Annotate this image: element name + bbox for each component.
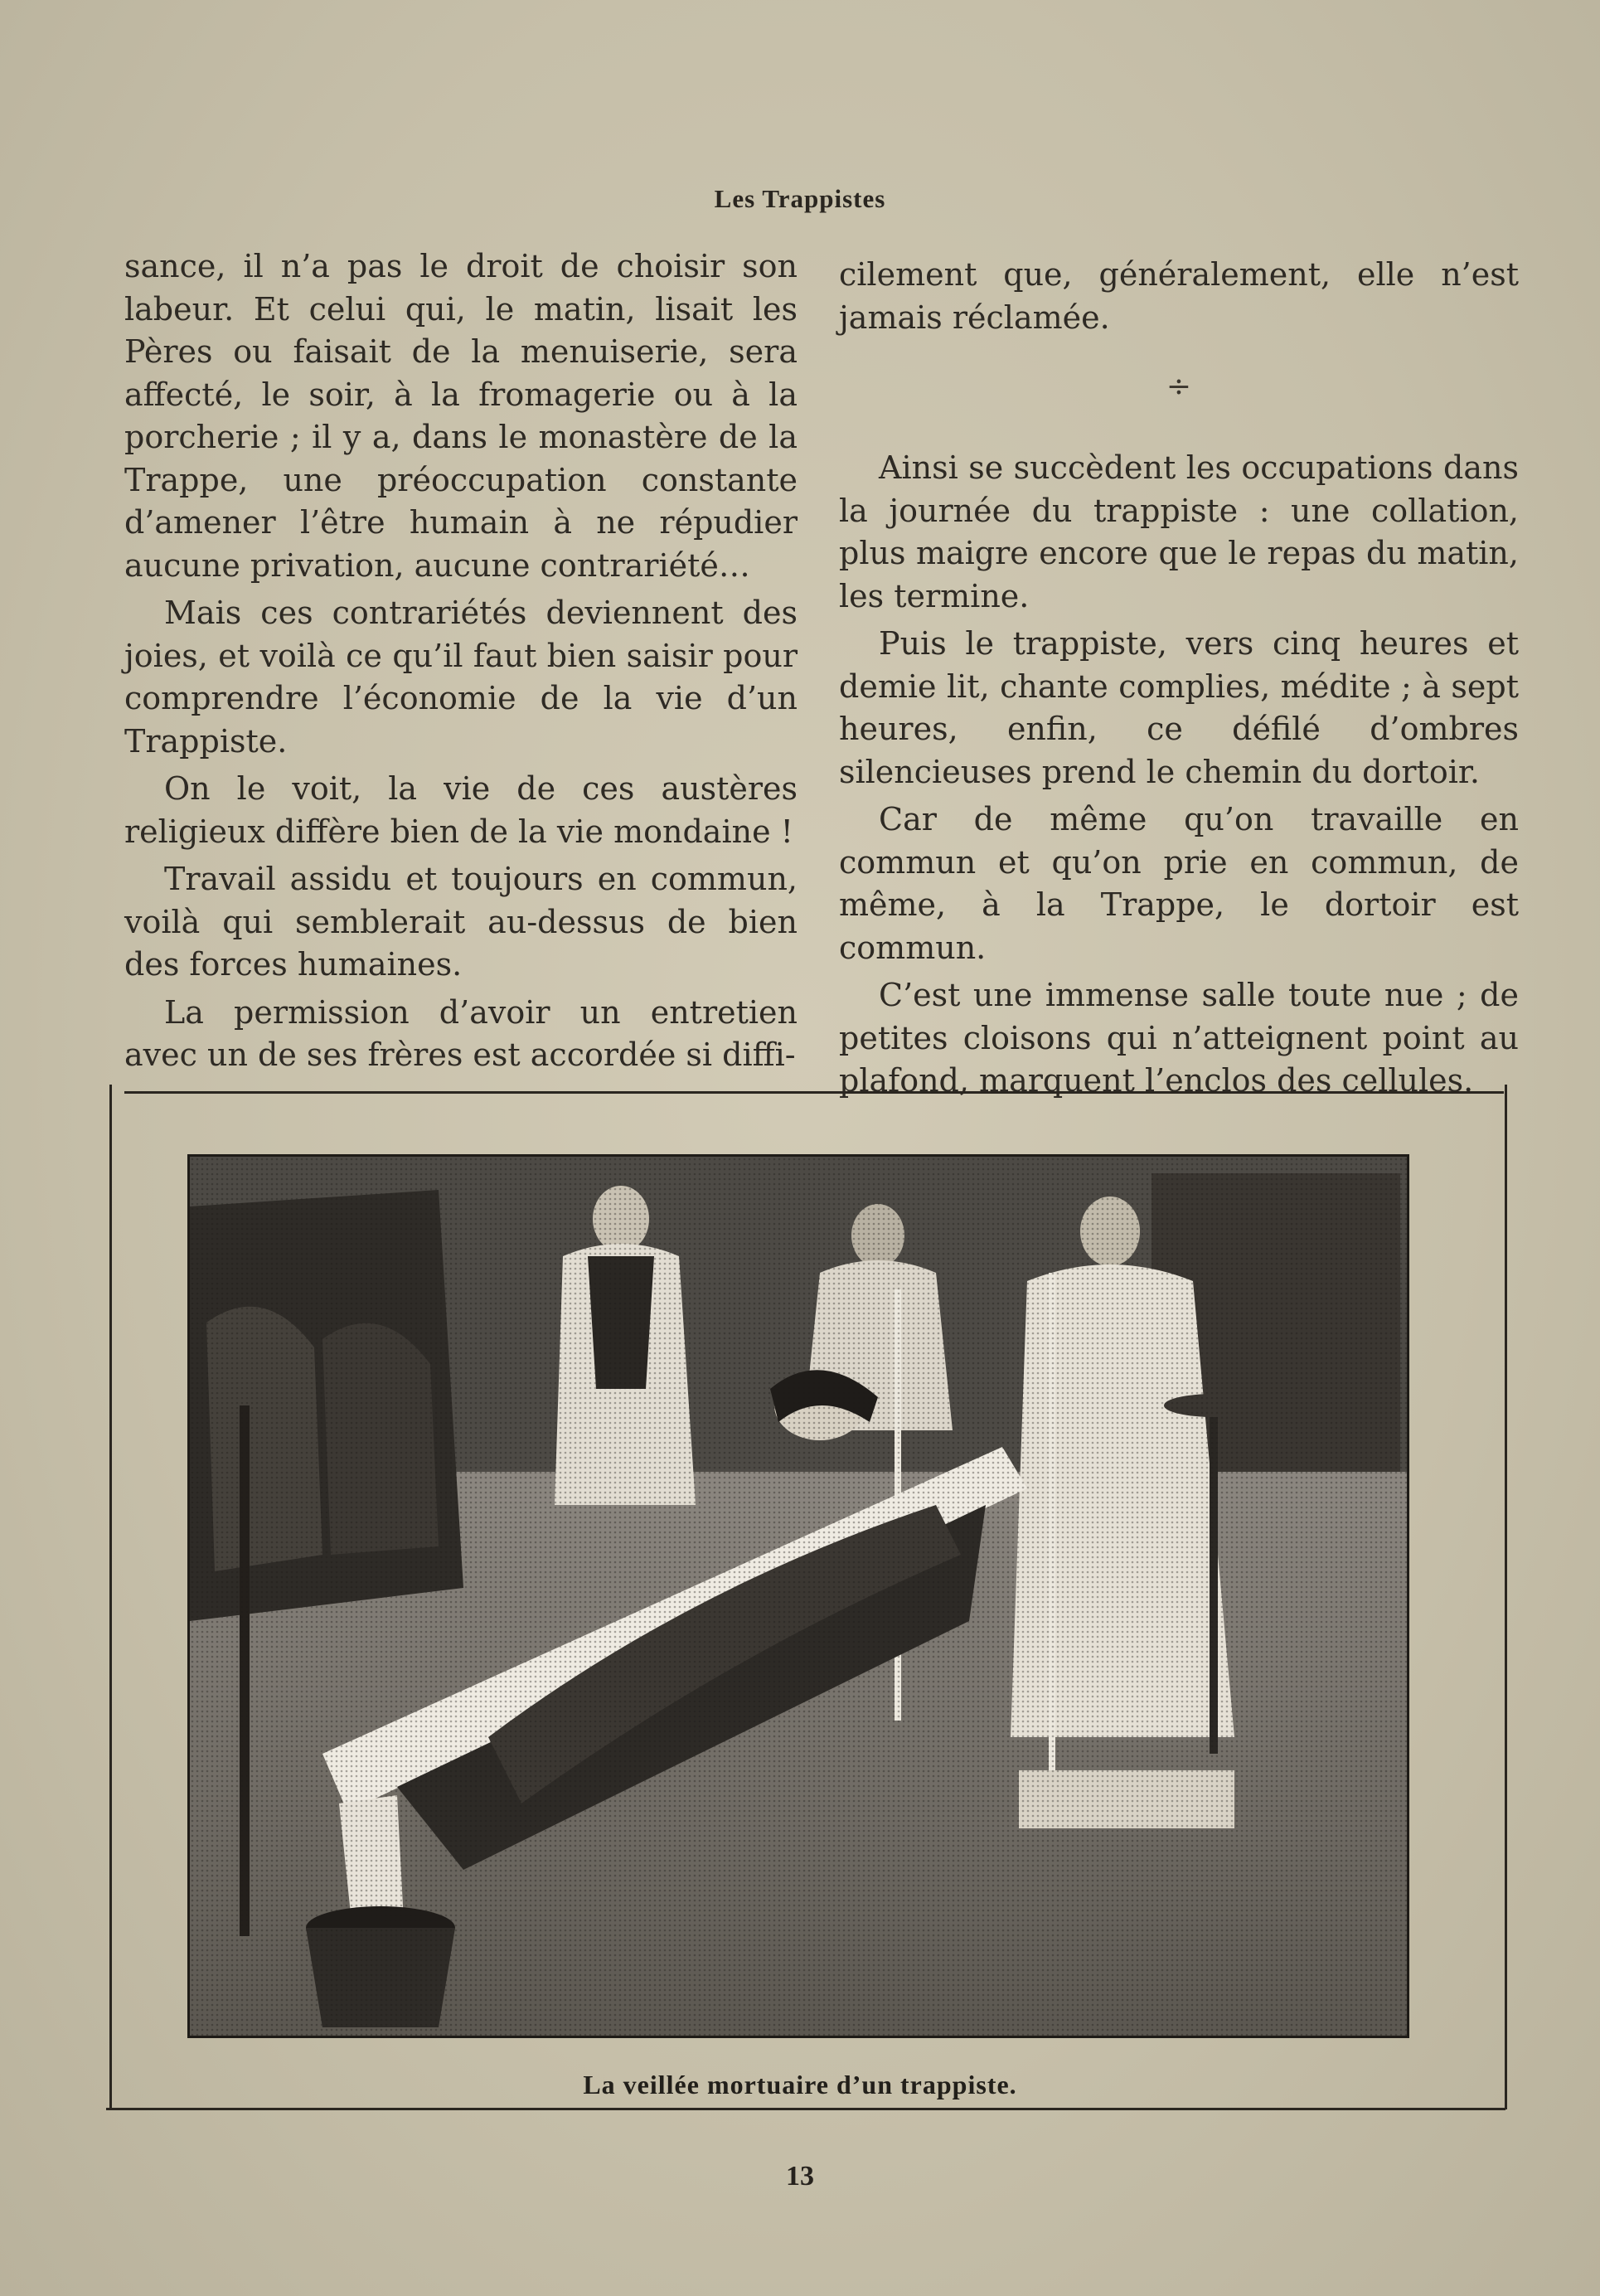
paragraph: La permission d’avoir un entretien avec un de ses frères est accordée si diffi- (124, 993, 798, 1073)
vigil-scene-illustration (190, 1157, 1407, 2036)
left-column (124, 245, 798, 1077)
figure-bottom-rule (106, 2108, 1505, 2110)
paragraph: sance, il n’a pas le droit de choisir son labeur. Et celui qui, le matin, lisait les Pères ou faisait de la menuiserie, sera affecté, le soir, à la fromagerie ou à la porcherie ; il y a, dans le monastère de la Trappe, une préoccupation constante d’amener l’être humain à ne répudier aucune privation, aucune contrariété… (124, 248, 798, 584)
halftone-photograph (187, 1154, 1409, 2038)
section-divider: ÷ (1166, 370, 1192, 404)
paragraph: Ainsi se succèdent les occupations dans la journée du trappiste : une collation, plus maigre encore que le repas du matin, les termine. (839, 449, 1519, 614)
paragraph: Puis le trappiste, vers cinq heures et demie lit, chante complies, médite ; à sept heures, enfin, ce défilé d’ombres silencieuses prend le chemin du dortoir. (839, 625, 1519, 790)
running-title: Les Trappistes (714, 184, 886, 213)
figure-top-rule (124, 1091, 1504, 1094)
right-column (839, 254, 1519, 1103)
page-number: 13 (786, 2161, 814, 2192)
paragraph: On le voit, la vie de ces austères religieux diffère bien de la vie mondaine ! (124, 770, 798, 850)
figure-caption: La veillée mortuaire d’un trappiste. (583, 2070, 1017, 2099)
paragraph: C’est une immense salle toute nue ; de petites cloisons qui n’atteignent point au plafond, marquent l’enclos des cellules. (839, 977, 1519, 1099)
paragraph: Car de même qu’on travaille en commun et qu’on prie en commun, de même, à la Trappe, le dortoir est commun. (839, 801, 1519, 966)
paragraph: Travail assidu et toujours en commun, voilà qui semblerait au-dessus de bien des forces humaines. (124, 861, 798, 983)
paragraph-continuation: cilement que, généralement, elle n’est jamais réclamée. (839, 256, 1519, 336)
paragraph: Mais ces contrariétés deviennent des joies, et voilà ce qu’il faut bien saisir pour comprendre l’économie de la vie d’un Trappiste. (124, 595, 798, 760)
